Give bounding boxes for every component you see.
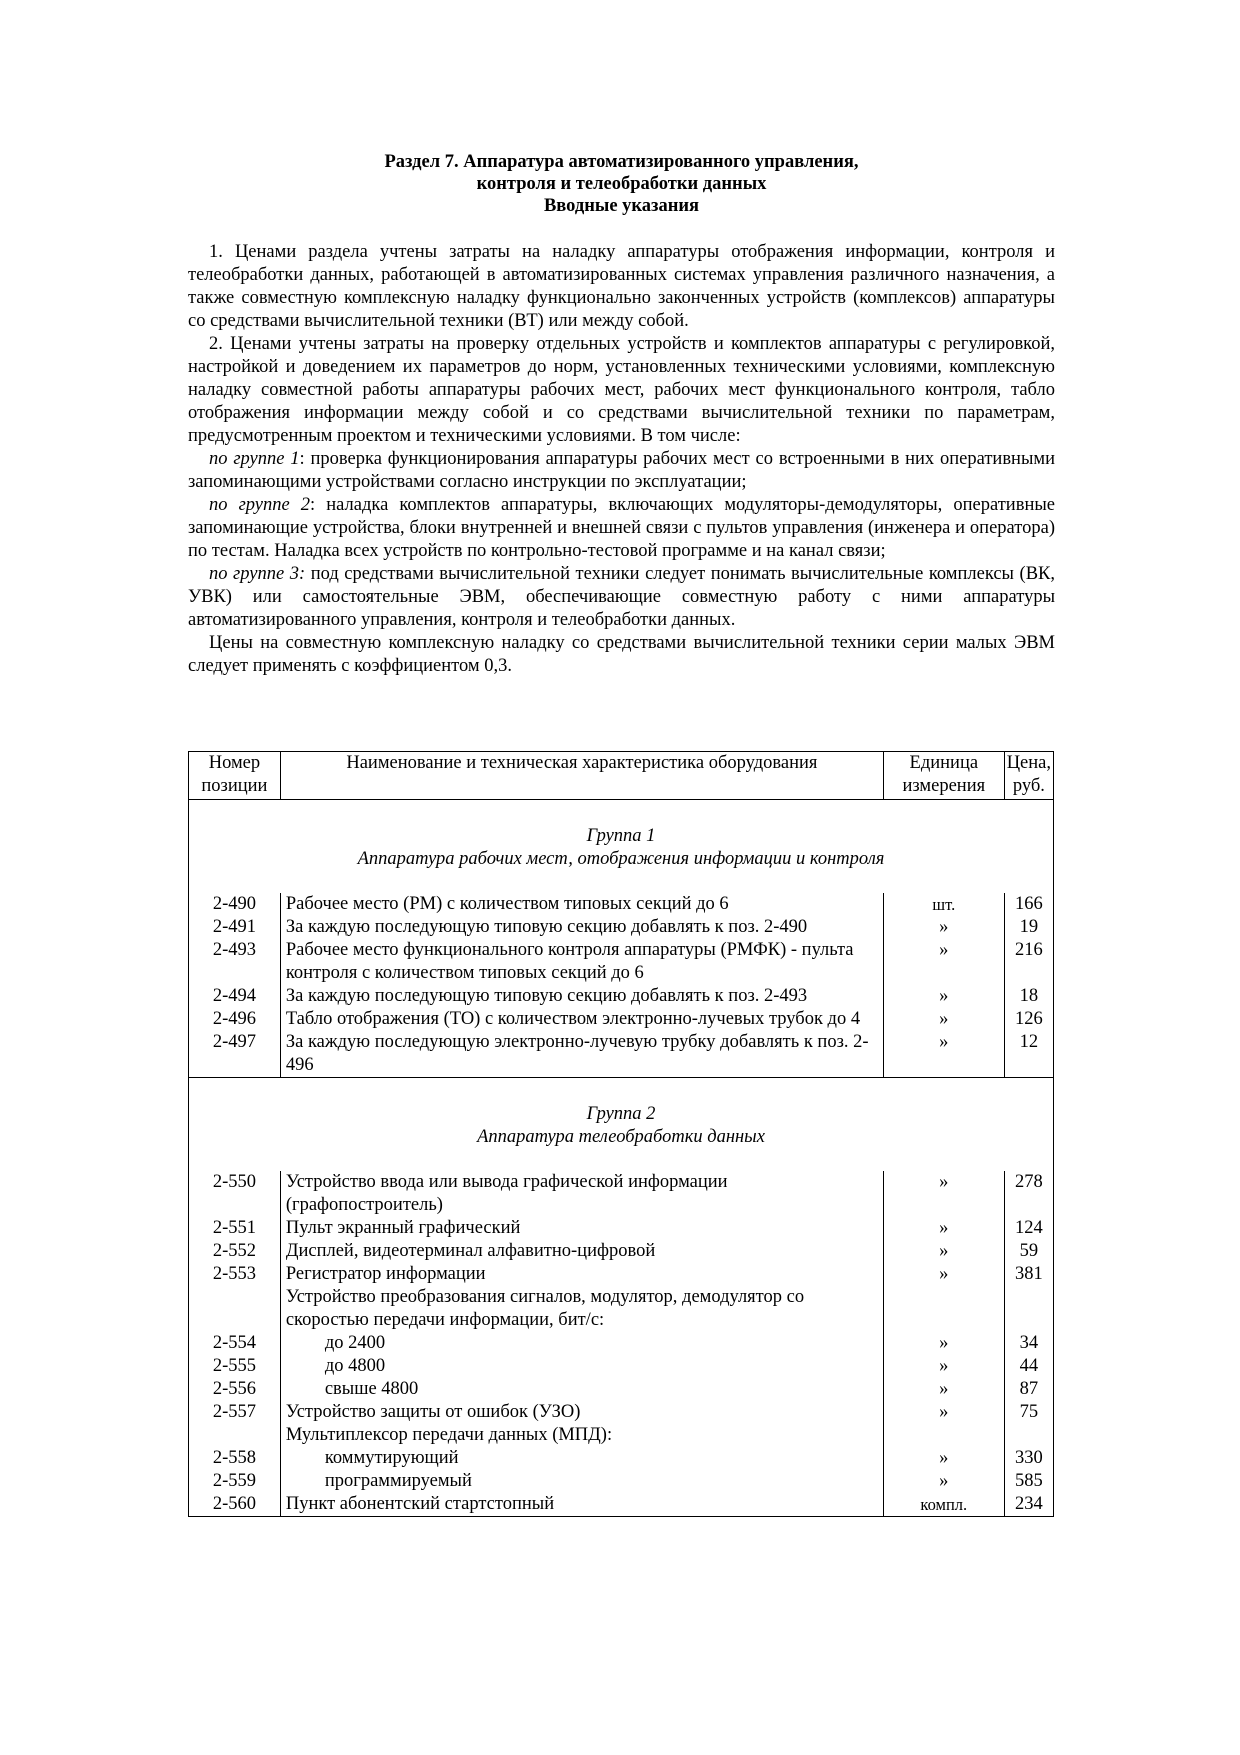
- price: 216: [1014, 940, 1043, 960]
- price: 12: [1019, 1032, 1039, 1052]
- price: 18: [1019, 986, 1039, 1006]
- intro-group-3: [188, 563, 1055, 632]
- table-row: [189, 893, 1054, 916]
- price: 34: [1019, 1333, 1039, 1353]
- position-number: 2-552: [212, 1241, 256, 1261]
- position-number: 2-558: [212, 1448, 256, 1468]
- item-name: Рабочее место (РМ) с количеством типовых секций до 6: [280, 893, 883, 916]
- group-1-label: по группе 1: [209, 449, 300, 469]
- item-name: За каждую последующую электронно-лучевую трубку добавлять к поз. 2-496: [280, 1031, 883, 1078]
- item-name: Регистратор информации: [280, 1263, 883, 1286]
- price: [1004, 1286, 1053, 1332]
- item-name: коммутирующий: [280, 1447, 883, 1470]
- item-name: Устройство ввода или вывода графической информации (графопостроитель): [280, 1171, 883, 1217]
- unit: [883, 1424, 1004, 1447]
- group-header: [189, 800, 1054, 894]
- price: 234: [1014, 1494, 1043, 1514]
- position-number: 2-560: [212, 1494, 256, 1514]
- section-title-continued: контроля и телеобработки данных: [476, 174, 767, 194]
- table-row: [189, 1217, 1054, 1240]
- table-row: [189, 1493, 1054, 1517]
- group-3-label: по группе 3:: [209, 564, 306, 584]
- unit: »: [883, 916, 1004, 939]
- table-row: [189, 1424, 1054, 1447]
- section-heading: [188, 151, 1055, 217]
- position-number: 2-550: [212, 1172, 256, 1192]
- section-title: Раздел 7. Аппаратура автоматизированного управления,: [384, 152, 859, 172]
- position-number: 2-494: [212, 986, 256, 1006]
- unit: »: [883, 939, 1004, 985]
- table-row: [189, 1286, 1054, 1332]
- price: 44: [1019, 1356, 1039, 1376]
- table-row: [189, 1332, 1054, 1355]
- table-row: [189, 1008, 1054, 1031]
- group-2-label: по группе 2: [209, 495, 311, 515]
- price: 59: [1019, 1241, 1039, 1261]
- unit: »: [883, 1171, 1004, 1217]
- unit: »: [883, 1217, 1004, 1240]
- group-1-text: : проверка функционирования аппаратуры рабочих мест со встроенными в них оперативными запоминающими устройствами согласно инструкции по эксплуатации;: [188, 449, 1055, 492]
- table-row: [189, 1240, 1054, 1263]
- position-number: 2-559: [212, 1471, 256, 1491]
- item-name: Дисплей, видеотерминал алфавитно-цифровой: [280, 1240, 883, 1263]
- table-row: [189, 1447, 1054, 1470]
- table-header-row: [189, 752, 1054, 800]
- table-row: [189, 985, 1054, 1008]
- item-name: Табло отображения (ТО) с количеством электронно-лучевых трубок до 4: [280, 1008, 883, 1031]
- unit: »: [883, 1447, 1004, 1470]
- table-row: [189, 916, 1054, 939]
- price: 75: [1019, 1402, 1039, 1422]
- unit: »: [883, 1378, 1004, 1401]
- intro-group-1: [188, 448, 1055, 494]
- table-row: [189, 1031, 1054, 1078]
- unit: шт.: [883, 893, 1004, 916]
- header-position-number: Номер позиции: [189, 752, 281, 800]
- table-row: [189, 1378, 1054, 1401]
- unit: »: [883, 1355, 1004, 1378]
- price: 278: [1014, 1172, 1043, 1192]
- group-title: Группа 2: [586, 1104, 656, 1124]
- intro-heading: Вводные указания: [543, 196, 700, 216]
- table-body: [189, 800, 1054, 1517]
- header-price: Цена, руб.: [1004, 752, 1053, 800]
- unit: компл.: [883, 1493, 1004, 1517]
- item-name: до 4800: [280, 1355, 883, 1378]
- price-table: [188, 751, 1054, 1517]
- price: [1004, 1424, 1053, 1447]
- group-title: Группа 1: [586, 826, 656, 846]
- unit: »: [883, 1401, 1004, 1424]
- price: 126: [1014, 1009, 1043, 1029]
- group-2-text: : наладка комплектов аппаратуры, включающих модуляторы-демодуляторы, оперативные запоминающие устройства, блоки внутренней и внешней связи с пультов управления (инженера и оператора) по тестам. Наладка всех устройств по контрольно-тестовой программе и на канал связи;: [188, 495, 1055, 561]
- intro-paragraph-2: 2. Ценами учтены затраты на проверку отдельных устройств и комплектов аппаратуры с регулировкой, настройкой и доведением их параметров до норм, установленных техническими условиями, комплексную наладку совместной работы аппаратуры рабочих мест, рабочих мест функционального контроля, табло отображения информации между собой и со средствами вычислительной техники по параметрам, предусмотренным проектом и техническими условиями. В том числе:: [188, 334, 1055, 446]
- position-number: 2-491: [212, 917, 256, 937]
- unit: »: [883, 1031, 1004, 1078]
- unit: »: [883, 1332, 1004, 1355]
- unit: »: [883, 1008, 1004, 1031]
- unit: »: [883, 1263, 1004, 1286]
- group-subtitle: Аппаратура телеобработки данных: [477, 1127, 765, 1147]
- price: 585: [1014, 1471, 1043, 1491]
- item-name: Устройство преобразования сигналов, модулятор, демодулятор со скоростью передачи информации, бит/с:: [280, 1286, 883, 1332]
- item-name: Рабочее место функционального контроля аппаратуры (РМФК) - пульта контроля с количеством типовых секций до 6: [280, 939, 883, 985]
- table-row: [189, 1263, 1054, 1286]
- item-name: программируемый: [280, 1470, 883, 1493]
- item-name: Устройство защиты от ошибок (УЗО): [280, 1401, 883, 1424]
- position-number: 2-553: [212, 1264, 256, 1284]
- position-number: 2-497: [212, 1032, 256, 1052]
- item-name: Пульт экранный графический: [280, 1217, 883, 1240]
- item-name: свыше 4800: [280, 1378, 883, 1401]
- unit: [883, 1286, 1004, 1332]
- price: 87: [1019, 1379, 1039, 1399]
- table-row: [189, 1470, 1054, 1493]
- table-row: [189, 1401, 1054, 1424]
- price: 166: [1014, 894, 1043, 914]
- item-name: Мультиплексор передачи данных (МПД):: [280, 1424, 883, 1447]
- position-number: 2-555: [212, 1356, 256, 1376]
- item-name: За каждую последующую типовую секцию добавлять к поз. 2-493: [280, 985, 883, 1008]
- position-number: 2-493: [212, 940, 256, 960]
- item-name: За каждую последующую типовую секцию добавлять к поз. 2-490: [280, 916, 883, 939]
- item-name: Пункт абонентский стартстопный: [280, 1493, 883, 1517]
- price: 330: [1014, 1448, 1043, 1468]
- position-number: 2-556: [212, 1379, 256, 1399]
- group-subtitle: Аппаратура рабочих мест, отображения информации и контроля: [357, 849, 885, 869]
- unit: »: [883, 1240, 1004, 1263]
- table-row: [189, 1355, 1054, 1378]
- unit: »: [883, 1470, 1004, 1493]
- group-header-row: [189, 1078, 1054, 1172]
- group-header-row: [189, 800, 1054, 894]
- position-number: 2-554: [212, 1333, 256, 1353]
- position-number: 2-490: [212, 894, 256, 914]
- intro-group-2: [188, 494, 1055, 563]
- position-number: 2-551: [212, 1218, 256, 1238]
- group-3-text: под средствами вычислительной техники следует понимать вычислительные комплексы (ВК, УВК) или самостоятельные ЭВМ, обеспечивающие совместную работу с ними аппаратуры автоматизированного управления, контроля и телеобработки данных.: [188, 564, 1055, 630]
- position-number: [189, 1286, 281, 1332]
- intro-text: [188, 241, 1055, 678]
- table-row: [189, 939, 1054, 985]
- item-name: до 2400: [280, 1332, 883, 1355]
- header-unit: Единица измерения: [883, 752, 1004, 800]
- price: 124: [1014, 1218, 1043, 1238]
- position-number: [189, 1424, 281, 1447]
- intro-paragraph-last: Цены на совместную комплексную наладку со средствами вычислительной техники серии малых ЭВМ следует применять с коэффициентом 0,3.: [188, 633, 1055, 676]
- header-name: Наименование и техническая характеристика оборудования: [280, 752, 883, 800]
- position-number: 2-557: [212, 1402, 256, 1422]
- position-number: 2-496: [212, 1009, 256, 1029]
- document-page: [188, 151, 1055, 1514]
- group-header: [189, 1078, 1054, 1172]
- intro-paragraph-1: 1. Ценами раздела учтены затраты на наладку аппаратуры отображения информации, контроля и телеобработки данных, работающей в автоматизированных системах управления различного назначения, а также совместную комплексную наладку функционально законченных устройств (комплексов) аппаратуры со средствами вычислительной техники (ВТ) или между собой.: [188, 242, 1055, 331]
- price: 19: [1019, 917, 1039, 937]
- unit: »: [883, 985, 1004, 1008]
- table-row: [189, 1171, 1054, 1217]
- price: 381: [1014, 1264, 1043, 1284]
